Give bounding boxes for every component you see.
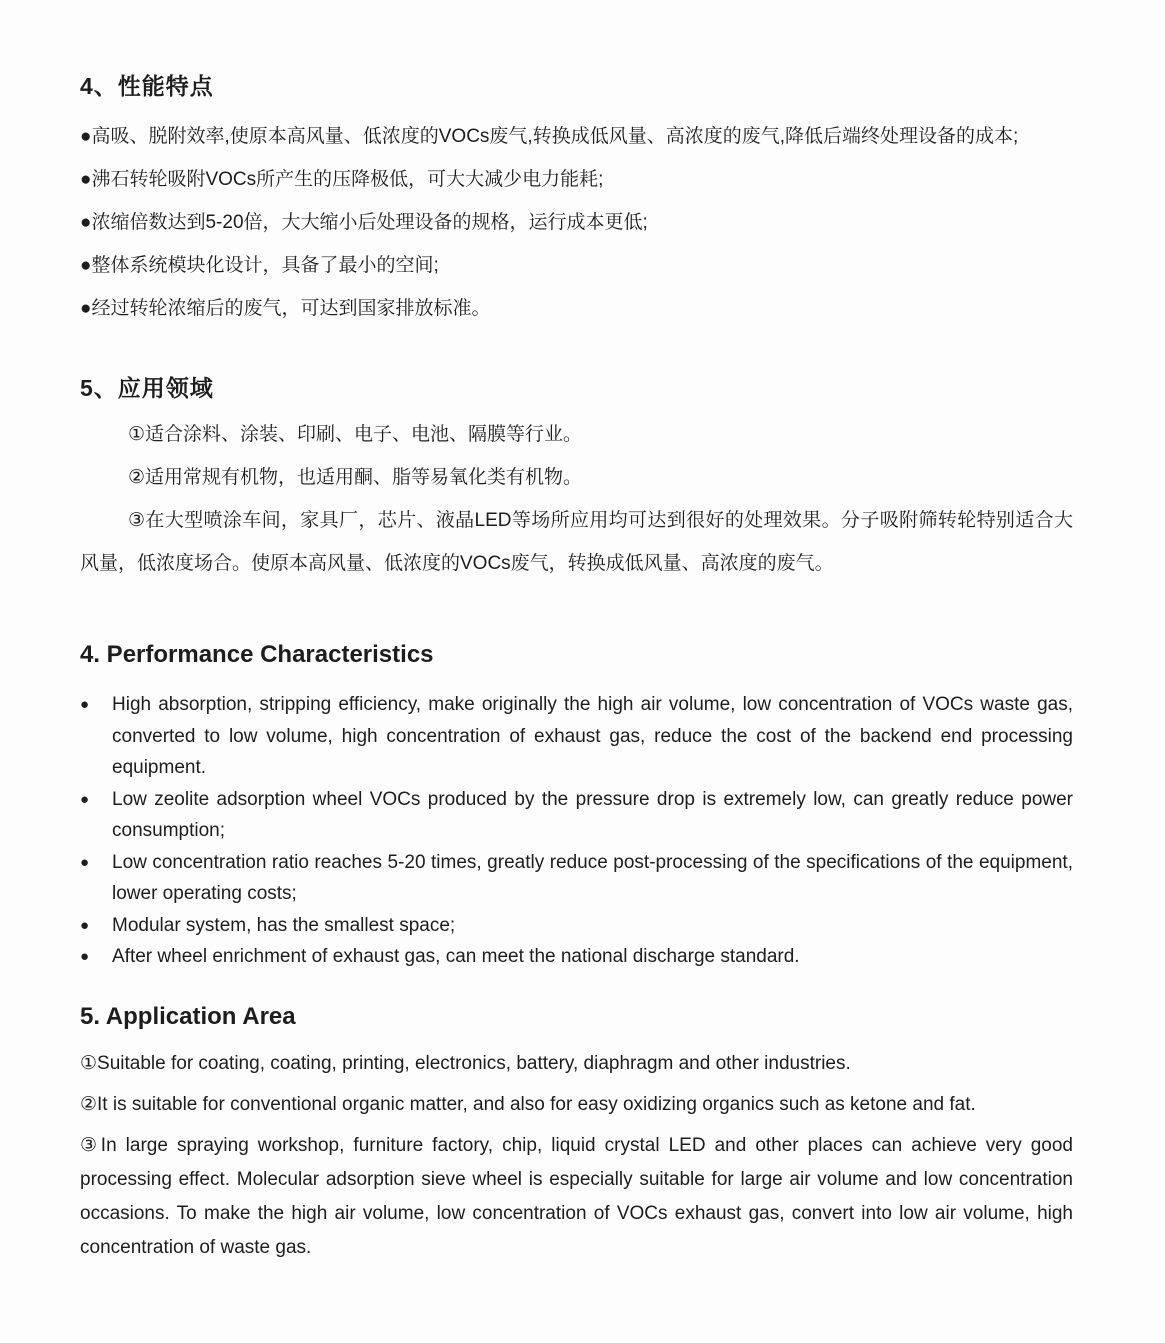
- bullet-icon: ●: [80, 948, 90, 965]
- en-application-item-list: [80, 1047, 1073, 1265]
- en-performance-bullet: [80, 941, 1073, 973]
- en-performance-bullet: [80, 847, 1073, 910]
- zh-performance-section: [80, 68, 1073, 330]
- zh-performance-bullet-text: 整体系统模块化设计，具备了最小的空间;: [91, 255, 439, 276]
- zh-performance-bullet-text: 沸石转轮吸附VOCs所产生的压降极低，可大大减少电力能耗;: [91, 169, 604, 190]
- zh-application-item: ①适合涂料、涂装、印刷、电子、电池、隔膜等行业。: [128, 424, 583, 445]
- bullet-icon: ●: [80, 255, 92, 276]
- zh-performance-heading: 4、性能特点: [80, 73, 214, 99]
- en-performance-bullet-text: Modular system, has the smallest space;: [112, 914, 456, 936]
- zh-performance-bullet: [80, 158, 1073, 201]
- bullet-icon: ●: [80, 126, 92, 147]
- en-performance-section: [80, 641, 1073, 973]
- en-application-heading: 5. Application Area: [80, 1002, 296, 1030]
- zh-performance-bullet: [80, 201, 1073, 244]
- en-performance-heading: 4. Performance Characteristics: [80, 641, 434, 668]
- bullet-icon: ●: [80, 298, 92, 319]
- bullet-icon: ●: [80, 169, 92, 190]
- zh-performance-bullet: [80, 244, 1073, 287]
- zh-performance-bullet-text: 经过转轮浓缩后的废气，可达到国家排放标准。: [91, 298, 491, 319]
- zh-application-heading: 5、应用领域: [80, 375, 214, 401]
- zh-performance-bullet-list: [80, 115, 1073, 330]
- bullet-icon: ●: [80, 853, 90, 871]
- en-performance-bullet: [80, 910, 1073, 942]
- zh-performance-bullet-text: 浓缩倍数达到5-20倍，大大缩小后处理设备的规格，运行成本更低;: [91, 212, 648, 233]
- en-performance-bullet-list: [80, 689, 1073, 973]
- zh-application-item: ③在大型喷涂车间，家具厂，芯片、液晶LED等场所应用均可达到很好的处理效果。分子吸附筛转轮特别适合大风量，低浓度场合。使原本高风量、低浓度的VOCs废气，转换成低风量、高浓度的废气。: [80, 510, 1073, 574]
- zh-application-item: ②适用常规有机物，也适用酮、脂等易氧化类有机物。: [128, 467, 583, 488]
- bullet-icon: ●: [80, 790, 90, 808]
- en-performance-bullet: [80, 784, 1073, 847]
- zh-application-section: [80, 370, 1073, 585]
- en-application-item: ②It is suitable for conventional organic matter, and also for easy oxidizing organics such as ketone and fat.: [80, 1093, 976, 1115]
- bullet-icon: ●: [80, 696, 90, 713]
- en-performance-bullet-text: After wheel enrichment of exhaust gas, can meet the national discharge standard.: [112, 946, 800, 967]
- en-application-item: ③In large spraying workshop, furniture factory, chip, liquid crystal LED and other places can achieve very good processing effect. Molecular adsorption sieve wheel is especially suitable for large air volume and low concentration occasions. To make the high air volume, low concentration of VOCs exhaust gas, convert into low air volume, high concentration of waste gas.: [80, 1134, 1073, 1258]
- en-application-section: [80, 1003, 1073, 1265]
- en-performance-bullet-text: High absorption, stripping efficiency, make originally the high air volume, low concentration of VOCs waste gas, converted to low volume, high concentration of exhaust gas, reduce the cost of the backend end processing equipment.: [112, 694, 1073, 778]
- en-performance-bullet-text: Low zeolite adsorption wheel VOCs produced by the pressure drop is extremely low, can greatly reduce power consumption;: [112, 788, 1073, 841]
- zh-performance-bullet: [80, 287, 1073, 330]
- zh-application-item-list: [80, 413, 1073, 585]
- bullet-icon: ●: [80, 916, 90, 934]
- en-performance-bullet: [80, 689, 1073, 784]
- en-application-item: ①Suitable for coating, coating, printing, electronics, battery, diaphragm and other industries.: [80, 1052, 851, 1074]
- bullet-icon: ●: [80, 212, 92, 233]
- zh-performance-bullet: [80, 115, 1073, 158]
- zh-performance-bullet-text: 高吸、脱附效率,使原本高风量、低浓度的VOCs废气,转换成低风量、高浓度的废气,降低后端终处理设备的成本;: [91, 126, 1019, 147]
- en-performance-bullet-text: Low concentration ratio reaches 5-20 times, greatly reduce post-processing of the specifications of the equipment, lower operating costs;: [112, 851, 1073, 904]
